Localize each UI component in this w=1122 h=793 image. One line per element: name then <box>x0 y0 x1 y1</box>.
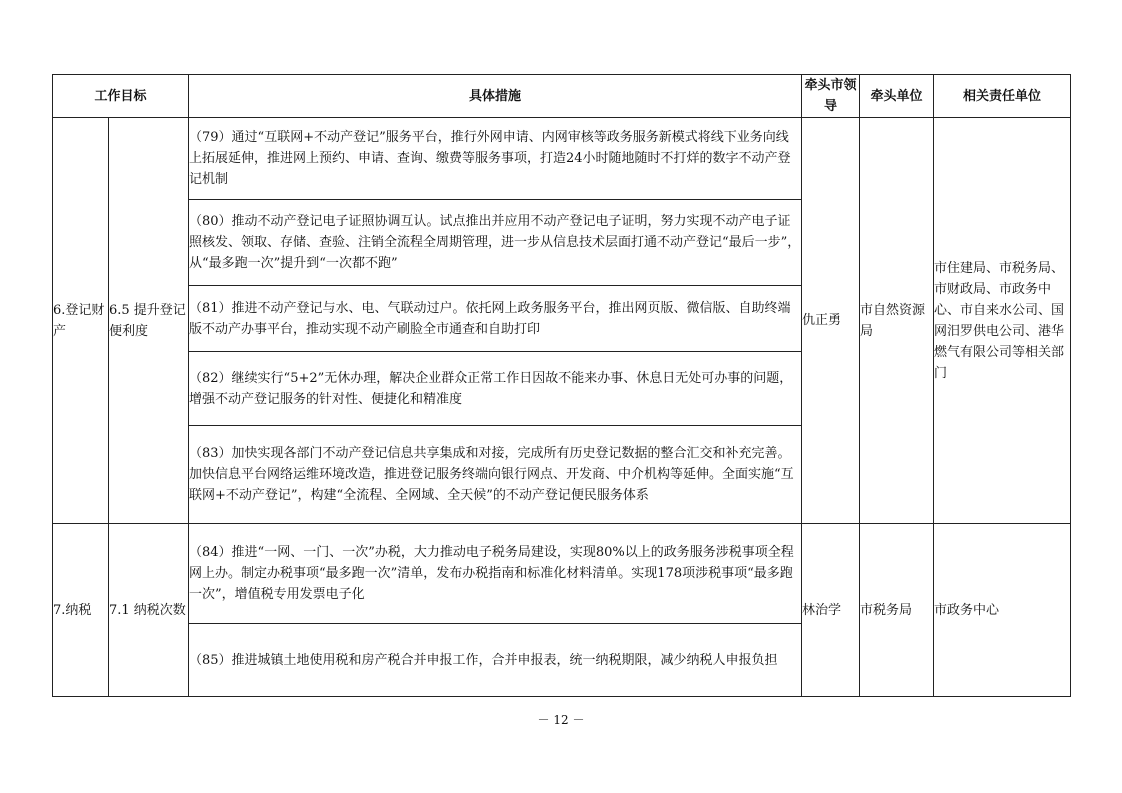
header-row <box>53 75 1071 118</box>
measure-cell: （79）通过“互联网+不动产登记”服务平台，推行外网申请、内网审核等政务服务新模式将线下业务向线上拓展延伸，推进网上预约、申请、查询、缴费等服务事项，打造24小时随地随时不打烊的数字不动产登记机制 <box>189 118 802 200</box>
work-plan-table <box>52 74 1071 697</box>
table-row <box>53 524 1071 624</box>
sub-goal-cell: 6.5 提升登记便利度 <box>109 118 189 524</box>
goal-cell: 7.纳税 <box>53 524 109 697</box>
page-number: － 12 － <box>537 713 585 727</box>
header-lead-leader: 牵头市领导 <box>802 75 860 118</box>
lead-unit-cell: 市自然资源局 <box>860 118 934 524</box>
related-units-cell: 市住建局、市税务局、市财政局、市政务中心、市自来水公司、国网汨罗供电公司、港华燃气有限公司等相关部门 <box>934 118 1071 524</box>
header-goal: 工作目标 <box>53 75 189 118</box>
sub-goal-cell: 7.1 纳税次数 <box>109 524 189 697</box>
measure-cell: （82）继续实行“5+2”无休办理，解决企业群众正常工作日因故不能来办事、休息日无处可办事的问题，增强不动产登记服务的针对性、便捷化和精准度 <box>189 352 802 426</box>
header-lead-unit: 牵头单位 <box>860 75 934 118</box>
measure-cell: （81）推进不动产登记与水、电、气联动过户。依托网上政务服务平台，推出网页版、微信版、自助终端版不动产办事平台，推动实现不动产刷脸全市通查和自助打印 <box>189 286 802 352</box>
table-row <box>53 118 1071 200</box>
measure-cell: （85）推进城镇土地使用税和房产税合并申报工作，合并申报表，统一纳税期限，减少纳税人申报负担 <box>189 624 802 697</box>
leader-cell: 仇正勇 <box>802 118 860 524</box>
lead-unit-cell: 市税务局 <box>860 524 934 697</box>
goal-cell: 6.登记财产 <box>53 118 109 524</box>
leader-cell: 林治学 <box>802 524 860 697</box>
header-measures: 具体措施 <box>189 75 802 118</box>
measure-cell: （83）加快实现各部门不动产登记信息共享集成和对接，完成所有历史登记数据的整合汇交和补充完善。加快信息平台网络运维环境改造，推进登记服务终端向银行网点、开发商、中介机构等延伸。全面实施“互联网+不动产登记”，构建“全流程、全网域、全天候”的不动产登记便民服务体系 <box>189 426 802 524</box>
measure-cell: （80）推动不动产登记电子证照协调互认。试点推出并应用不动产登记电子证明，努力实现不动产电子证照核发、领取、存储、查验、注销全流程全周期管理，进一步从信息技术层面打通不动产登记“最后一步”，从“最多跑一次”提升到“一次都不跑” <box>189 200 802 286</box>
header-related-units: 相关责任单位 <box>934 75 1071 118</box>
measure-cell: （84）推进“一网、一门、一次”办税，大力推动电子税务局建设，实现80%以上的政务服务涉税事项全程网上办。制定办税事项“最多跑一次”清单，发布办税指南和标准化材料清单。实现178项涉税事项“最多跑一次”，增值税专用发票电子化 <box>189 524 802 624</box>
related-units-cell: 市政务中心 <box>934 524 1071 697</box>
